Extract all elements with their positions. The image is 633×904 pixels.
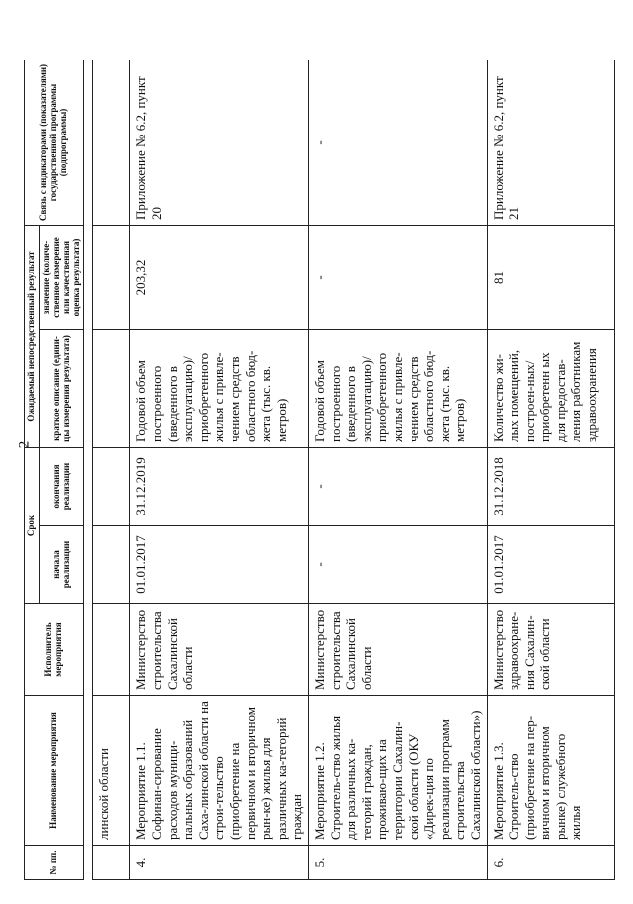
row-start: -	[308, 526, 487, 604]
row-link: Приложение № 6.2, пункт 21	[487, 60, 614, 225]
region-text: линской области	[93, 696, 130, 846]
header-expected: Ожидаемый непосредственный результат	[25, 225, 40, 447]
header-term-start: начала реализации	[39, 526, 84, 604]
page-number: 2	[16, 440, 33, 449]
row-num: 6.	[487, 846, 614, 880]
header-expected-desc: краткое описание (едини-цы измерения результата)	[39, 329, 84, 447]
row-num: 4.	[130, 846, 309, 880]
row-start: 01.01.2017	[130, 526, 309, 604]
row-end: -	[308, 447, 487, 525]
header-num: № пп.	[25, 846, 84, 880]
row-name: Мероприятие 1.2. Строитель-ство жилья для различных ка-тегорий граждан, проживаю-щих на территории Сахалин-ской области (ОКУ «Дирек-ция по реализации программ строительства Сахалинской области»)	[308, 696, 487, 846]
row-executor: Министерство здравоохране-ния Сахалин-ской области	[487, 604, 614, 696]
row-executor: Министерство строительства Сахалинской области	[130, 604, 309, 696]
row-desc: Количество жи-лых помещений, построен-ных/приобретенн ых для предостав-ления работникам здравоохранения	[487, 329, 614, 447]
row-start: 01.01.2017	[487, 526, 614, 604]
header-expected-value: значение (количе-ственное измерение или качественная оценка результата)	[39, 225, 84, 329]
table-row	[130, 60, 309, 880]
rotated-table-area	[24, 60, 629, 880]
row-num: 5.	[308, 846, 487, 880]
spacer-row	[84, 60, 93, 880]
table-row	[487, 60, 614, 880]
rotated-table-wrapper	[24, 60, 629, 880]
row-link: Приложение № 6.2, пункт 20	[130, 60, 309, 225]
header-name: Наименование мероприятия	[25, 696, 84, 846]
region-row	[93, 60, 130, 880]
row-link: -	[308, 60, 487, 225]
row-end: 31.12.2018	[487, 447, 614, 525]
row-desc: Годовой объем построенного (введенного в эксплуатацию)/ приобретенного жилья с привле-чением средств областного бюд-жета (тыс. кв. метров)	[308, 329, 487, 447]
header-term-end: окончания реализации	[39, 447, 84, 525]
row-desc: Годовой объем построенного (введенного в эксплуатацию)/ приобретенного жилья с привле-чением средств областного бюд-жета (тыс. кв. метров)	[130, 329, 309, 447]
row-value: 203,32	[130, 225, 309, 329]
header-link: Связь с индикаторами (показателями) государственной программы (подпрограммы)	[25, 60, 84, 225]
row-value: 81	[487, 225, 614, 329]
row-end: 31.12.2019	[130, 447, 309, 525]
measures-table	[24, 60, 615, 880]
header-term: Срок	[25, 447, 40, 603]
header-row-1	[25, 60, 40, 880]
row-name: Мероприятие 1.3. Строитель-ство (приобретение на пер-вичном и вторичном рынке) служебного жилья	[487, 696, 614, 846]
row-executor: Министерство строительства Сахалинской области	[308, 604, 487, 696]
row-name: Мероприятие 1.1. Софинан-сирование расходов муници-пальных образований Саха-линской области на строи-тельство (приобретение на первичном и вторичном рын-ке) жилья для различных ка-тегорий граждан	[130, 696, 309, 846]
row-value: -	[308, 225, 487, 329]
table-row	[308, 60, 487, 880]
header-executor: Исполнитель мероприятия	[25, 604, 84, 696]
